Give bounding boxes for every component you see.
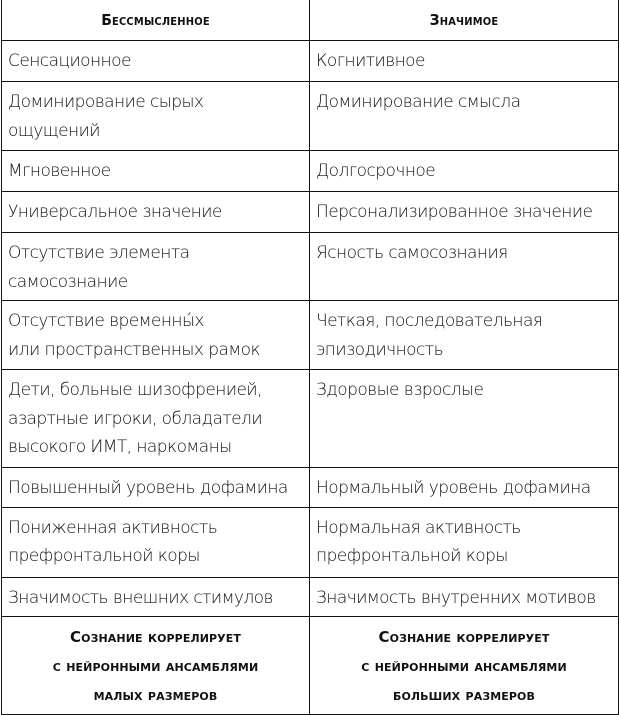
cell-right: Нормальный уровень дофамина	[310, 468, 619, 508]
table-row	[2, 233, 619, 301]
table-row	[2, 507, 619, 577]
comparison-table	[1, 0, 619, 715]
table-row	[2, 192, 619, 233]
cell-right: Когнитивное	[310, 41, 619, 82]
cell-left: Мгновенное	[2, 151, 310, 192]
cell-right: Долгосрочное	[310, 151, 619, 192]
cell-right: Здоровые взрослые	[310, 370, 619, 468]
cell-left: Универсальное значение	[2, 192, 310, 233]
table-row	[2, 301, 619, 370]
footer-left: Сознание коррелирует с нейронными ансамблями малых размеров	[2, 617, 310, 715]
cell-left: Отсутствие временны́х или пространственных рамок	[2, 301, 310, 370]
cell-right: Доминирование смысла	[310, 82, 619, 151]
cell-right: Персонализированное значение	[310, 192, 619, 233]
cell-left: Дети, больные шизофренией, азартные игроки, обладатели высокого ИМТ, наркоманы	[2, 370, 310, 468]
table-row	[2, 41, 619, 82]
cell-left: Доминирование сырых ощущений	[2, 82, 310, 151]
cell-left: Отсутствие элемента самосознание	[2, 233, 310, 301]
table-row	[2, 468, 619, 508]
footer-right: Сознание коррелирует с нейронными ансамблями больших размеров	[310, 617, 619, 715]
header-row	[2, 0, 619, 41]
cell-right: Четкая, последовательная эпизодичность	[310, 301, 619, 370]
cell-right: Ясность самосознания	[310, 233, 619, 301]
cell-left: Повышенный уровень дофамина	[2, 468, 310, 508]
table-row	[2, 370, 619, 468]
cell-left: Сенсационное	[2, 41, 310, 82]
cell-left: Пониженная активность префронтальной коры	[2, 507, 310, 577]
cell-left: Значимость внешних стимулов	[2, 577, 310, 617]
header-meaningful: Значимое	[310, 0, 619, 41]
table-row	[2, 577, 619, 617]
cell-right: Нормальная активность префронтальной коры	[310, 507, 619, 577]
table-row	[2, 151, 619, 192]
footer-row	[2, 617, 619, 715]
header-meaningless: Бессмысленное	[2, 0, 310, 41]
table-row	[2, 82, 619, 151]
cell-right: Значимость внутренних мотивов	[310, 577, 619, 617]
